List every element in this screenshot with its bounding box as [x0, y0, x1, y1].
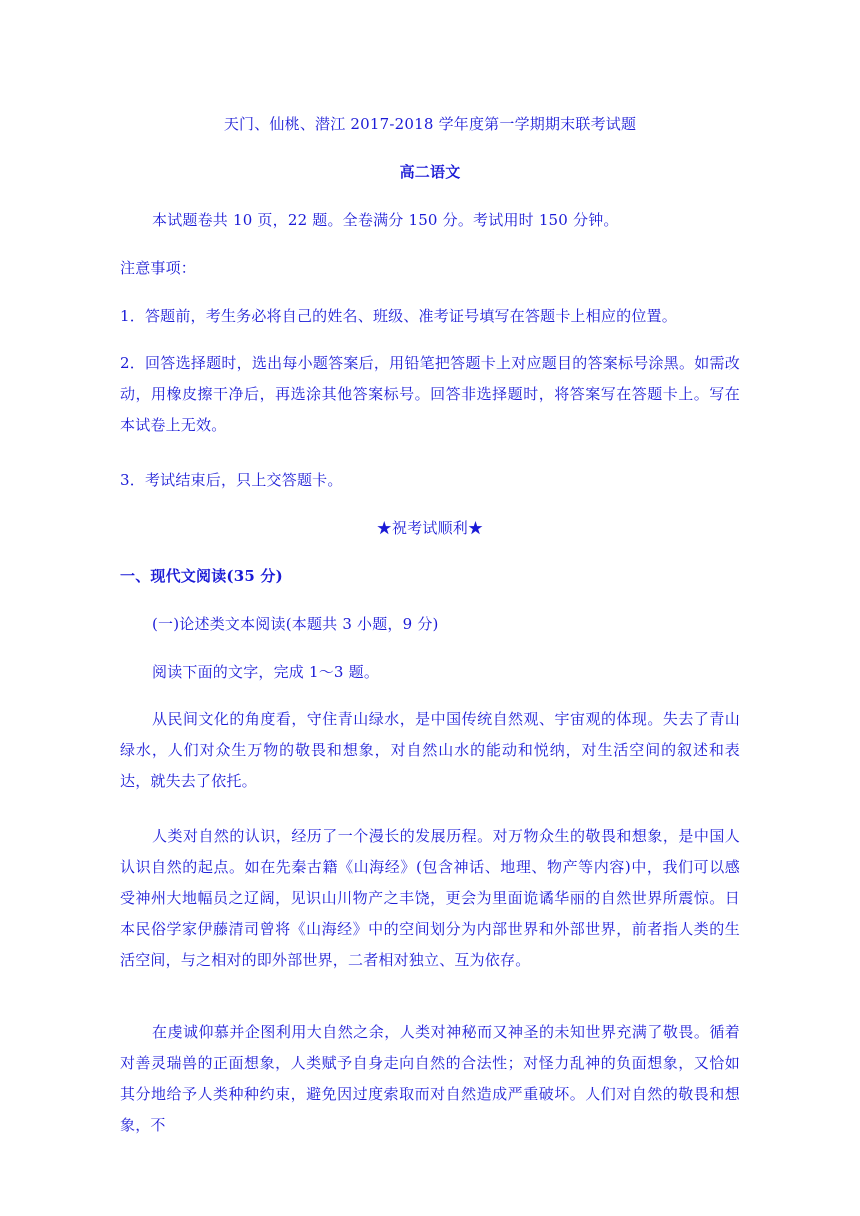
notice-item-3: 3．考试结束后，只上交答题卡。: [120, 471, 343, 489]
subject-title: 高二语文: [399, 163, 461, 181]
good-luck-wish: ★祝考试顺利★: [376, 519, 484, 537]
reading-instruction: 阅读下面的文字，完成 1～3 题。: [152, 663, 380, 681]
notice-item-1: 1．答题前，考生务必将自己的姓名、班级、准考证号填写在答题卡上相应的位置。: [120, 307, 677, 325]
passage-paragraph-2: 人类对自然的认识，经历了一个漫长的发展历程。对万物众生的敬畏和想象，是中国人认识自然的起点。如在先秦古籍《山海经》(包含神话、地理、物产等内容)中，我们可以感受神州大地幅员之辽阔，见识山川物产之丰饶，更会为里面诡谲华丽的自然世界所震惊。日本民俗学家伊藤清司曾将《山海经》中的空间划分为内部世界和外部世界，前者指人类的生活空间，与之相对的即外部世界，二者相对独立、互为依存。: [120, 827, 740, 969]
exam-intro: 本试题卷共 10 页，22 题。全卷满分 150 分。考试用时 150 分钟。: [152, 211, 619, 229]
exam-title: 天门、仙桃、潜江 2017-2018 学年度第一学期期末联考试题: [223, 115, 637, 133]
subsection-heading: (一)论述类文本阅读(本题共 3 小题，9 分): [152, 615, 439, 633]
passage-paragraph-3: 在虔诚仰慕并企图利用大自然之余，人类对神秘而又神圣的未知世界充满了敬畏。循着对善灵瑞兽的正面想象，人类赋予自身走向自然的合法性；对怪力乱神的负面想象，又恰如其分地给予人类种种约束，避免因过度索取而对自然造成严重破坏。人们对自然的敬畏和想象，不: [120, 1023, 740, 1134]
section-heading: 一、现代文阅读(35 分): [120, 567, 283, 585]
passage-paragraph-1: 从民间文化的角度看，守住青山绿水，是中国传统自然观、宇宙观的体现。失去了青山绿水，人们对众生万物的敬畏和想象，对自然山水的能动和悦纳，对生活空间的叙述和表达，就失去了依托。: [120, 710, 740, 790]
notice-item-2: 2．回答选择题时，选出每小题答案后，用铅笔把答题卡上对应题目的答案标号涂黑。如需改动，用橡皮擦干净后，再选涂其他答案标号。回答非选择题时，将答案写在答题卡上。写在本试卷上无效。: [120, 354, 740, 434]
notice-heading: 注意事项：: [120, 259, 197, 277]
